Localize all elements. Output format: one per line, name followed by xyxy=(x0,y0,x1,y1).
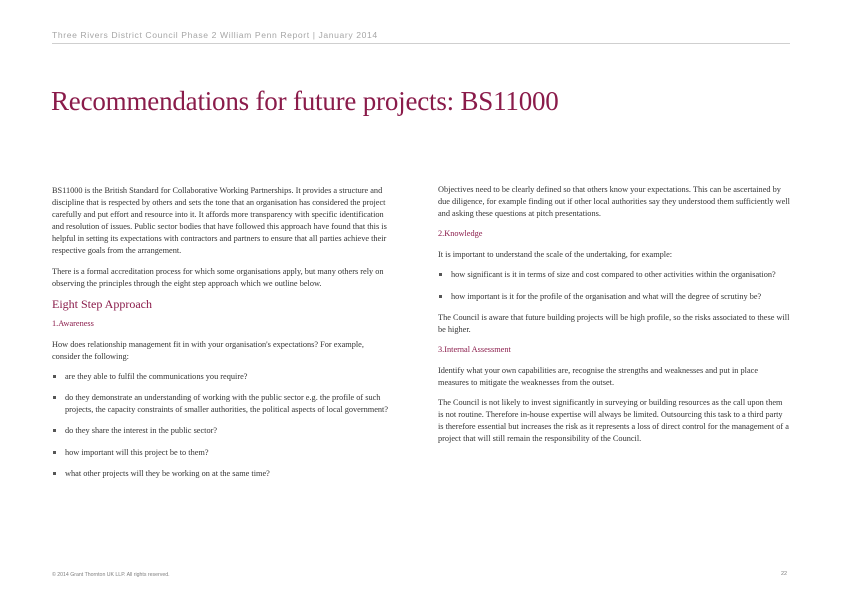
list-item: how important is it for the profile of the organisation and what will the degree of scrutiny be? xyxy=(438,291,790,303)
right-column xyxy=(438,184,790,454)
step3-paragraph-2: The Council is not likely to invest significantly in surveying or building resources as the call upon them is not routine. Therefore in-house expertise will always be limited. Outsourcing this task to a third party is therefore essential but increases the risk as it represents a loss of direct control for the management of a project that will still remain the responsibility of the Council. xyxy=(438,398,789,444)
list-item: do they share the interest in the public sector? xyxy=(52,425,392,437)
list-item: how significant is it in terms of size and cost compared to other activities within the organisation? xyxy=(438,269,790,281)
step-heading-awareness: 1.Awareness xyxy=(52,318,94,328)
step1-paragraph: How does relationship management fit in with your organisation's expectations? For example, consider the following: xyxy=(52,339,364,362)
intro-paragraph-1: BS11000 is the British Standard for Collaborative Working Partnerships. It provides a structure and discipline that is respected by others and sets the tone that an organisation has considered the project carefully and put effort and resource into it. It affords more transparency with specific identification and resolution of issues. Public sector bodies that have followed this approach have found that this is helpful in setting its expectations with contractors and partners to ensure that all parties achieve their respective goals from the arrangement. xyxy=(52,186,387,256)
page-title: Recommendations for future projects: BS11000 xyxy=(51,86,559,116)
page-number: 22 xyxy=(781,571,788,577)
left-column xyxy=(52,185,392,489)
list-item: how important will this project be to them? xyxy=(52,447,392,459)
step2-paragraph: It is important to understand the scale of the undertaking, for example: xyxy=(438,250,673,260)
header-divider xyxy=(52,43,790,44)
list-item: what other projects will they be working on at the same time? xyxy=(52,468,392,480)
footer-copyright: © 2014 Grant Thornton UK LLP. All rights reserved. xyxy=(52,572,170,578)
step1-bullet-list xyxy=(52,371,392,480)
step2-conclusion-paragraph: The Council is aware that future building projects will be high profile, so the risks associated to these will be higher. xyxy=(438,312,790,334)
intro-paragraph-2: There is a formal accreditation process for which some organisations apply, but many others rely on observing the principles through the eight step approach which we outline below. xyxy=(52,266,384,288)
section-heading-eight-step: Eight Step Approach xyxy=(52,296,152,311)
step3-paragraph-1: Identify what your own capabilities are, recognise the strengths and weaknesses and put in place measures to mitigate the weaknesses from the outset. xyxy=(438,365,759,388)
step1-continued-paragraph: Objectives need to be clearly defined so that others know your expectations. This can be ascertained by due diligence, for example finding out if other local authorities say they understood them sufficiently well and asking these questions at pitch presentations. xyxy=(438,185,790,219)
running-header: Three Rivers District Council Phase 2 William Penn Report | January 2014 xyxy=(52,30,378,40)
step2-bullet-list xyxy=(438,269,790,302)
list-item: are they able to fulfil the communications you require? xyxy=(52,371,392,383)
step-heading-internal-assessment: 3.Internal Assessment xyxy=(438,344,511,354)
step-heading-knowledge: 2.Knowledge xyxy=(438,229,483,239)
list-item: do they demonstrate an understanding of working with the public sector e.g. the profile of such projects, the capacity constraints of smaller authorities, the political aspects of local government? xyxy=(52,392,392,416)
